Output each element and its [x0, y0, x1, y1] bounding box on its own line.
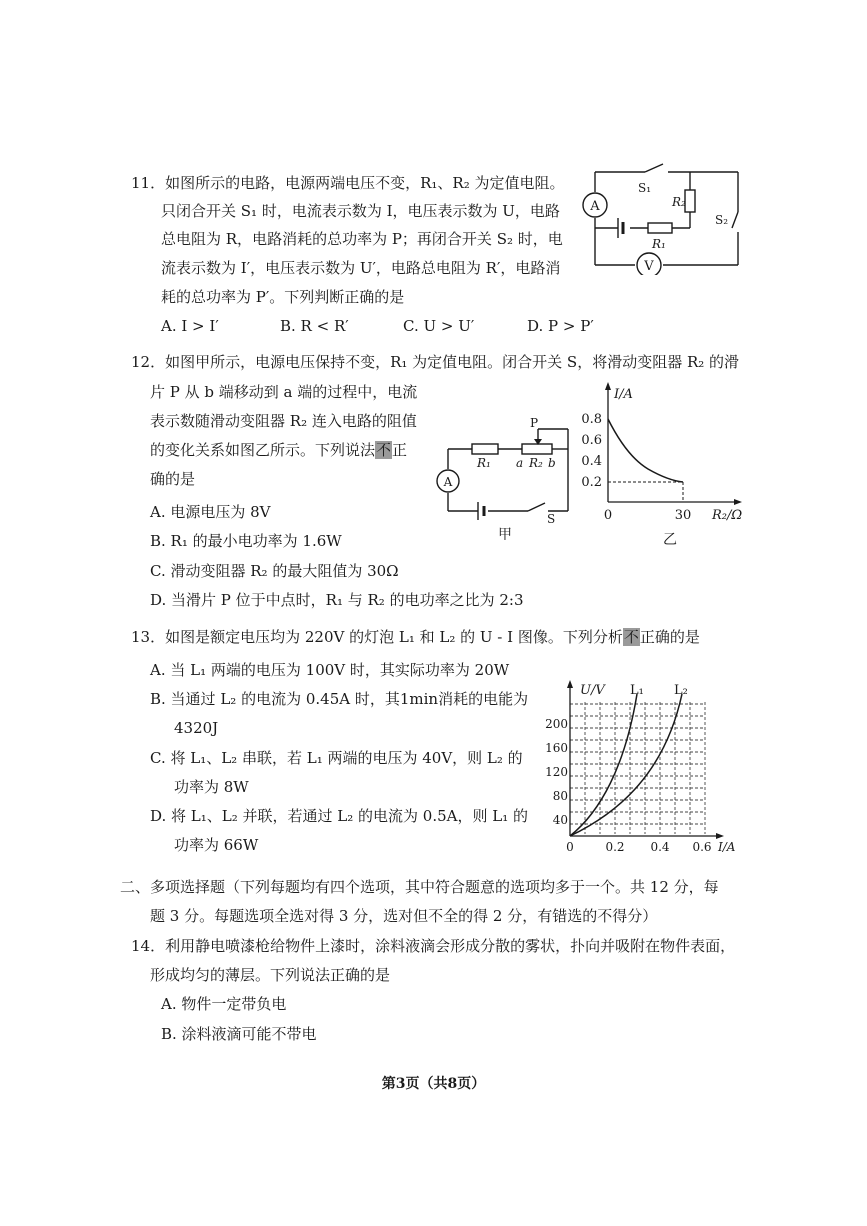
x-axis-arrow-icon [716, 833, 724, 839]
q12-y-tick-1: 0.6 [581, 433, 602, 448]
q13-smudged-char: 不 [623, 628, 639, 646]
q12-a-label: a [516, 456, 524, 470]
q12-stem-line-1: 12．如图甲所示，电源电压保持不变，R₁ 为定值电阻。闭合开关 S，将滑动变阻器 R₂ 的滑 [131, 353, 740, 371]
q11-r1-label: R₁ [652, 237, 666, 251]
q12-stem-line-4-end: 正 [392, 441, 408, 459]
q13-option-b-cont: 4320J [174, 719, 219, 737]
q13-ui-graph [540, 672, 740, 862]
y-axis-arrow-icon [605, 382, 611, 390]
q11-option-c[interactable]: C. U > U′ [403, 317, 475, 335]
q12-option-c[interactable]: C. 滑动变阻器 R₂ 的最大阻值为 30Ω [150, 562, 399, 580]
q11-ammeter-label: A [590, 199, 600, 214]
q12-jia-caption: 甲 [498, 527, 512, 540]
q12-s-label: S [547, 512, 556, 526]
q11-option-b[interactable]: B. R < R′ [280, 317, 349, 335]
q13-x-axis-label: I/A [718, 840, 736, 854]
q13-stem-text: 13．如图是额定电压均为 220V 的灯泡 L₁ 和 L₂ 的 U - I 图像。下列分析 [131, 628, 623, 646]
x-axis-arrow-icon [734, 499, 742, 505]
q13-curve-l2 [570, 694, 682, 836]
q13-stem-end: 正确的是 [639, 628, 700, 646]
q12-graph-yi [578, 378, 748, 548]
page-footer: 第3页（共8页） [381, 1076, 486, 1092]
q12-r1-label: R₁ [477, 456, 491, 470]
q13-y-tick-3: 80 [552, 789, 568, 803]
q13-stem [131, 627, 700, 647]
q12-option-a[interactable]: A. 电源电压为 8V [150, 503, 271, 521]
q12-y-tick-0: 0.8 [581, 412, 602, 427]
q12-r2-label: R₂ [529, 456, 543, 470]
q11-stem-line-1: 11．如图所示的电路，电源两端电压不变，R₁、R₂ 为定值电阻。 [131, 174, 565, 192]
q11-stem-line-4: 流表示数为 I′，电压表示数为 U′，电路总电阻为 R′，电路消 [161, 259, 561, 277]
q13-y-tick-1: 160 [545, 741, 568, 755]
q11-option-d[interactable]: D. P > P′ [527, 317, 594, 335]
q12-stem-line-5: 确的是 [150, 470, 196, 488]
q11-voltmeter-label: V [644, 259, 654, 274]
q13-series-l1-label: L₁ [630, 683, 644, 698]
q14-stem-line-2: 形成均匀的薄层。下列说法正确的是 [150, 966, 391, 984]
q12-ammeter-label: A [443, 475, 453, 489]
q12-y-axis-label: I/A [614, 387, 633, 402]
section-2-line-1: 二、多项选择题（下列每题均有四个选项，其中符合题意的选项均多于一个。共 12 分，每 [120, 878, 719, 896]
q12-p-label: P [530, 416, 539, 430]
q12-option-b[interactable]: B. R₁ 的最小电功率为 1.6W [150, 532, 342, 550]
q12-b-label: b [548, 456, 556, 470]
q12-circuit-diagram-jia [430, 415, 580, 540]
section-2-line-2: 题 3 分。每题选项全选对得 3 分，选对但不全的得 2 分，有错选的不得分） [150, 907, 658, 925]
q12-x-axis-label: R₂/Ω [712, 508, 743, 523]
q11-stem-line-5: 耗的总功率为 P′。下列判断正确的是 [161, 288, 405, 306]
q14-option-a[interactable]: A. 物件一定带负电 [161, 995, 287, 1013]
q11-circuit-diagram [580, 160, 750, 275]
q13-x-tick-0: 0 [566, 840, 574, 854]
q13-y-axis-label: U/V [580, 683, 605, 698]
q12-current-curve [608, 419, 683, 482]
q13-option-a[interactable]: A. 当 L₁ 两端的电压为 100V 时，其实际功率为 20W [150, 661, 510, 679]
q11-stem-line-3: 总电阻为 R，电路消耗的总功率为 P；再闭合开关 S₂ 时，电 [161, 230, 563, 248]
q11-s1-label: S₁ [638, 181, 652, 195]
q14-option-b[interactable]: B. 涂料液滴可能不带电 [161, 1025, 317, 1043]
q13-option-c-cont: 功率为 8W [174, 778, 249, 796]
q11-s2-label: S₂ [715, 213, 729, 227]
q13-series-l2-label: L₂ [674, 683, 688, 698]
q13-option-d[interactable]: D. 将 L₁、L₂ 并联，若通过 L₂ 的电流为 0.5A，则 L₁ 的 [150, 807, 528, 825]
q12-stem-line-2: 片 P 从 b 端移动到 a 端的过程中，电流 [150, 383, 418, 401]
q13-x-tick-3: 0.6 [692, 840, 712, 854]
q12-yi-caption: 乙 [663, 532, 677, 548]
q11-option-a[interactable]: A. I > I′ [161, 317, 219, 335]
q13-y-tick-2: 120 [545, 765, 568, 779]
q13-x-tick-1: 0.2 [605, 840, 625, 854]
q12-x-tick-1: 30 [674, 508, 692, 523]
q12-x-tick-0: 0 [603, 508, 613, 523]
y-axis-arrow-icon [567, 680, 573, 688]
q12-option-d[interactable]: D. 当滑片 P 位于中点时，R₁ 与 R₂ 的电功率之比为 2:3 [150, 591, 524, 609]
q13-option-b[interactable]: B. 当通过 L₂ 的电流为 0.45A 时，其1min消耗的电能为 [150, 690, 529, 708]
q13-x-tick-2: 0.4 [650, 840, 670, 854]
q12-stem-line-4 [150, 440, 407, 460]
q13-y-tick-0: 200 [545, 717, 568, 731]
q13-curve-l1 [570, 694, 637, 836]
q12-y-tick-2: 0.4 [581, 454, 602, 469]
q11-stem-line-2: 只闭合开关 S₁ 时，电流表示数为 I，电压表示数为 U，电路 [161, 202, 560, 220]
q13-option-d-cont: 功率为 66W [174, 836, 259, 854]
q13-option-c[interactable]: C. 将 L₁、L₂ 串联，若 L₁ 两端的电压为 40V，则 L₂ 的 [150, 749, 523, 767]
q11-r2-label: R₂ [672, 195, 686, 209]
q14-stem-line-1: 14．利用静电喷漆枪给物件上漆时，涂料液滴会形成分散的雾状，扑向并吸附在物件表面， [131, 937, 736, 955]
q12-stem-line-3: 表示数随滑动变阻器 R₂ 连入电路的阻值 [150, 412, 417, 430]
q12-smudged-char: 不 [376, 441, 392, 459]
q13-y-tick-4: 40 [552, 813, 568, 827]
q12-stem-line-4-text: 的变化关系如图乙所示。下列说法 [150, 441, 376, 459]
q12-y-tick-3: 0.2 [581, 475, 602, 490]
